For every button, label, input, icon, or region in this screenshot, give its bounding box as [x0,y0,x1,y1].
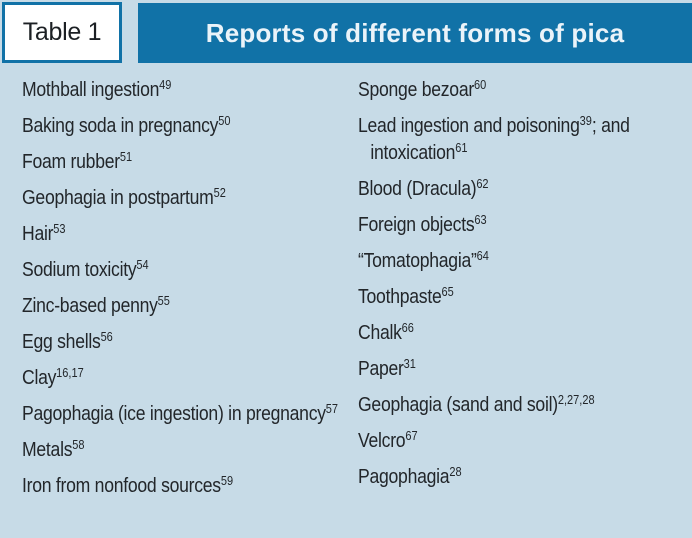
reference-superscript: 65 [441,285,454,299]
list-item-line [22,185,318,212]
list-item [22,77,318,104]
list-item-line [22,329,318,356]
item-text: Sponge bezoar [358,79,474,101]
list-item [22,401,339,428]
reference-superscript: 52 [213,186,226,200]
list-item-line [22,401,339,428]
list-item-line [358,464,652,491]
list-item [22,473,318,500]
pica-list-left-column [22,77,358,509]
list-item [22,221,318,248]
list-item-line [358,356,652,383]
reference-superscript: 60 [473,78,487,92]
list-item-line [22,149,318,176]
reference-superscript: 66 [401,321,414,335]
item-text: Geophagia (sand and soil) [358,394,558,416]
item-text: Baking soda in pregnancy [22,115,219,137]
item-text: Velcro [358,430,406,452]
item-text: Iron from nonfood sources [22,475,221,497]
item-text: Foreign objects [358,214,475,236]
item-text: intoxication [370,142,456,164]
list-item [358,212,652,239]
list-item-line [358,248,652,275]
reference-superscript: 50 [218,114,231,128]
reference-superscript: 63 [474,213,487,227]
reference-superscript: 49 [159,78,172,92]
reference-superscript: 57 [325,402,339,416]
reference-superscript: 28 [449,465,462,479]
list-item [358,248,652,275]
list-item-line [358,428,652,455]
item-text: Mothball ingestion [22,79,160,101]
reference-superscript: 55 [157,294,170,308]
item-text: Pagophagia [358,466,450,488]
list-item-line [22,221,318,248]
list-item [358,284,652,311]
reference-superscript: 62 [476,177,489,191]
reference-superscript: 2,27,28 [557,393,595,407]
list-item [358,320,652,347]
item-text: Blood (Dracula) [358,178,477,200]
table-number-label: Table 1 [22,18,102,46]
item-text: Egg shells [22,331,101,353]
item-text: Pagophagia (ice ingestion) in pregnancy [22,403,326,425]
item-text: Chalk [358,322,402,344]
reference-superscript: 31 [403,357,416,371]
list-item [22,113,318,140]
list-item [22,185,318,212]
list-item-line [22,365,318,392]
list-item [358,77,652,104]
item-text: Sodium toxicity [22,259,137,281]
table-header [0,0,692,63]
pica-list-columns [22,77,692,509]
list-item-line [22,473,318,500]
list-item [22,293,318,320]
table-title: Reports of different forms of pica [205,17,625,48]
list-item [358,428,652,455]
reference-superscript: 53 [53,222,66,236]
list-item-line [358,77,652,104]
item-text: Lead ingestion and poisoning [358,115,580,137]
reference-superscript: 61 [455,141,468,155]
list-item [358,464,652,491]
list-item [22,329,318,356]
list-item [358,356,652,383]
table-number-badge [2,2,122,63]
list-item-line [22,113,318,140]
item-text: Toothpaste [358,286,442,308]
reference-superscript: 16,17 [56,366,84,380]
reference-superscript: 67 [405,429,418,443]
item-text: ; and [591,115,630,137]
list-item-line [22,257,318,284]
reference-superscript: 54 [136,258,149,272]
list-item [358,113,652,167]
item-text: Geophagia in postpartum [22,187,214,209]
list-item [22,149,318,176]
item-text: “Tomatophagia” [358,250,477,272]
list-item-line [22,77,318,104]
list-item-continuation-line [358,140,652,167]
item-text: Foam rubber [22,151,120,173]
item-text: Zinc-based penny [22,295,158,317]
list-item-line [358,176,652,203]
reference-superscript: 58 [72,438,85,452]
list-item [358,392,652,419]
list-item-line [358,113,652,140]
list-item [358,176,652,203]
table-title-banner [138,3,692,63]
reference-superscript: 39 [579,114,592,128]
reference-superscript: 59 [220,474,234,488]
list-item-line [22,437,318,464]
reference-superscript: 51 [119,150,133,164]
item-text: Metals [22,439,73,461]
list-item-line [358,320,652,347]
list-item-line [358,392,652,419]
pica-list-right-column [358,77,692,509]
item-text: Hair [22,223,54,245]
reference-superscript: 56 [100,330,113,344]
list-item [22,437,318,464]
item-text: Paper [358,358,404,380]
list-item-line [358,212,652,239]
item-text: Clay [22,367,57,389]
list-item [22,257,318,284]
list-item-line [22,293,318,320]
list-item [22,365,318,392]
reference-superscript: 64 [476,249,489,263]
list-item-line [358,284,652,311]
